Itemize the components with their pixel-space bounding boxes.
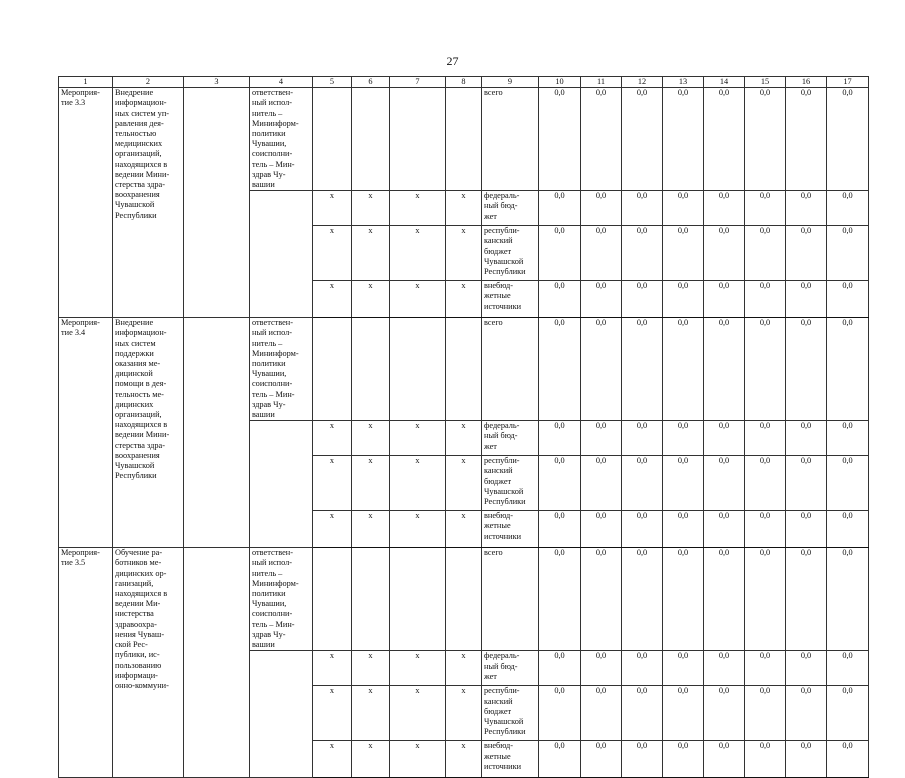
amount-cell: 0,0 — [581, 226, 622, 281]
amount-cell: 0,0 — [663, 88, 704, 191]
amount-cell: 0,0 — [581, 741, 622, 778]
amount-cell: 0,0 — [745, 191, 786, 226]
amount-cell: 0,0 — [663, 686, 704, 741]
period-cell — [352, 548, 390, 651]
period-cell: x — [446, 456, 482, 511]
amount-cell: 0,0 — [581, 651, 622, 686]
amount-cell: 0,0 — [786, 191, 827, 226]
period-cell: x — [313, 421, 352, 456]
funding-source-cell: федераль- ный бюд- жет — [482, 651, 539, 686]
amount-cell: 0,0 — [663, 226, 704, 281]
period-cell: x — [352, 511, 390, 548]
table-row — [59, 88, 869, 191]
amount-cell: 0,0 — [704, 281, 745, 318]
period-cell: x — [390, 511, 446, 548]
amount-cell: 0,0 — [539, 456, 581, 511]
amount-cell: 0,0 — [622, 88, 663, 191]
period-cell: x — [390, 741, 446, 778]
amount-cell: 0,0 — [539, 88, 581, 191]
header-cell: 7 — [390, 77, 446, 88]
amount-cell: 0,0 — [539, 741, 581, 778]
amount-cell: 0,0 — [704, 226, 745, 281]
period-cell: x — [313, 226, 352, 281]
amount-cell: 0,0 — [786, 226, 827, 281]
period-cell — [446, 88, 482, 191]
measure-name-cell: Обучение ра- ботников ме- дицинских ор- ганизаций, находящихся в ведении Ми- нистерства здравоохра- нения Чуваш- ской Рес- публики, ис- пользованию информаци- онно-коммуни- — [113, 548, 184, 778]
period-cell: x — [313, 456, 352, 511]
amount-cell: 0,0 — [827, 281, 869, 318]
amount-cell: 0,0 — [581, 318, 622, 421]
period-cell: x — [446, 651, 482, 686]
amount-cell: 0,0 — [745, 88, 786, 191]
funding-table — [58, 76, 869, 778]
header-cell: 14 — [704, 77, 745, 88]
header-cell: 1 — [59, 77, 113, 88]
period-cell — [446, 548, 482, 651]
header-cell: 16 — [786, 77, 827, 88]
header-cell: 8 — [446, 77, 482, 88]
amount-cell: 0,0 — [663, 318, 704, 421]
period-cell — [352, 88, 390, 191]
period-cell — [313, 548, 352, 651]
period-cell: x — [446, 281, 482, 318]
amount-cell: 0,0 — [539, 226, 581, 281]
period-cell: x — [446, 226, 482, 281]
funding-source-cell: всего — [482, 88, 539, 191]
header-cell: 5 — [313, 77, 352, 88]
period-cell: x — [352, 281, 390, 318]
period-cell — [313, 88, 352, 191]
amount-cell: 0,0 — [827, 318, 869, 421]
amount-cell: 0,0 — [704, 741, 745, 778]
period-cell: x — [313, 686, 352, 741]
amount-cell: 0,0 — [622, 651, 663, 686]
amount-cell: 0,0 — [622, 511, 663, 548]
executor-cell — [250, 421, 313, 548]
funding-source-cell: внебюд- жетные источники — [482, 741, 539, 778]
measure-name-cell: Внедрение информацион- ных систем уп- равления дея- тельностью медицинских организаций, находящихся в ведении Мини- стерства здра- воохранения Чувашской Республики — [113, 88, 184, 318]
amount-cell: 0,0 — [827, 511, 869, 548]
amount-cell: 0,0 — [581, 281, 622, 318]
period-cell: x — [446, 191, 482, 226]
period-cell: x — [352, 191, 390, 226]
column-3-cell — [184, 88, 250, 318]
amount-cell: 0,0 — [622, 281, 663, 318]
amount-cell: 0,0 — [786, 421, 827, 456]
amount-cell: 0,0 — [786, 281, 827, 318]
amount-cell: 0,0 — [622, 686, 663, 741]
amount-cell: 0,0 — [539, 318, 581, 421]
header-cell: 10 — [539, 77, 581, 88]
amount-cell: 0,0 — [622, 318, 663, 421]
amount-cell: 0,0 — [745, 421, 786, 456]
period-cell: x — [352, 741, 390, 778]
funding-source-cell: всего — [482, 318, 539, 421]
period-cell: x — [446, 511, 482, 548]
funding-source-cell: федераль- ный бюд- жет — [482, 421, 539, 456]
page-number: 27 — [446, 54, 459, 68]
column-3-cell — [184, 318, 250, 548]
amount-cell: 0,0 — [539, 421, 581, 456]
amount-cell: 0,0 — [581, 511, 622, 548]
amount-cell: 0,0 — [704, 511, 745, 548]
amount-cell: 0,0 — [581, 421, 622, 456]
table-row — [59, 318, 869, 421]
amount-cell: 0,0 — [622, 456, 663, 511]
amount-cell: 0,0 — [745, 548, 786, 651]
period-cell — [313, 318, 352, 421]
amount-cell: 0,0 — [663, 741, 704, 778]
amount-cell: 0,0 — [539, 191, 581, 226]
period-cell: x — [390, 686, 446, 741]
amount-cell: 0,0 — [581, 88, 622, 191]
amount-cell: 0,0 — [539, 511, 581, 548]
amount-cell: 0,0 — [581, 686, 622, 741]
amount-cell: 0,0 — [622, 421, 663, 456]
amount-cell: 0,0 — [581, 548, 622, 651]
amount-cell: 0,0 — [704, 318, 745, 421]
amount-cell: 0,0 — [704, 191, 745, 226]
amount-cell: 0,0 — [745, 686, 786, 741]
header-cell: 4 — [250, 77, 313, 88]
executor-cell — [250, 651, 313, 778]
period-cell: x — [352, 456, 390, 511]
amount-cell: 0,0 — [539, 686, 581, 741]
period-cell — [390, 318, 446, 421]
measure-name-cell: Внедрение информацион- ных систем поддержки оказания ме- дицинской помощи в дея- тельность ме- дицинских организаций, находящихся в ведении Мини- стерства здра- воохранения Чувашской Республики — [113, 318, 184, 548]
funding-source-cell: федераль- ный бюд- жет — [482, 191, 539, 226]
funding-source-cell: внебюд- жетные источники — [482, 281, 539, 318]
funding-source-cell: внебюд- жетные источники — [482, 511, 539, 548]
amount-cell: 0,0 — [827, 741, 869, 778]
period-cell: x — [446, 421, 482, 456]
period-cell: x — [352, 651, 390, 686]
period-cell: x — [390, 421, 446, 456]
amount-cell: 0,0 — [663, 548, 704, 651]
period-cell: x — [390, 281, 446, 318]
header-cell: 15 — [745, 77, 786, 88]
amount-cell: 0,0 — [704, 421, 745, 456]
header-cell: 9 — [482, 77, 539, 88]
amount-cell: 0,0 — [786, 456, 827, 511]
amount-cell: 0,0 — [539, 281, 581, 318]
amount-cell: 0,0 — [745, 651, 786, 686]
amount-cell: 0,0 — [622, 548, 663, 651]
amount-cell: 0,0 — [786, 686, 827, 741]
period-cell: x — [446, 741, 482, 778]
amount-cell: 0,0 — [704, 548, 745, 651]
amount-cell: 0,0 — [704, 651, 745, 686]
executor-cell: ответствен- ный испол- нитель – Мининформ- политики Чувашии, соисполни- тель – Мин- здрав Чу- вашии — [250, 318, 313, 421]
amount-cell: 0,0 — [827, 456, 869, 511]
period-cell: x — [390, 191, 446, 226]
header-cell: 12 — [622, 77, 663, 88]
amount-cell: 0,0 — [663, 421, 704, 456]
header-cell: 6 — [352, 77, 390, 88]
period-cell: x — [390, 456, 446, 511]
executor-cell: ответствен- ный испол- нитель – Мининформ- политики Чувашии, соисполни- тель – Мин- здрав Чу- вашии — [250, 548, 313, 651]
table-row — [59, 548, 869, 651]
amount-cell: 0,0 — [745, 281, 786, 318]
amount-cell: 0,0 — [663, 456, 704, 511]
header-cell: 13 — [663, 77, 704, 88]
period-cell: x — [352, 226, 390, 281]
amount-cell: 0,0 — [786, 548, 827, 651]
amount-cell: 0,0 — [745, 226, 786, 281]
amount-cell: 0,0 — [663, 191, 704, 226]
measure-id-cell: Мероприя- тие 3.5 — [59, 548, 113, 778]
header-cell: 11 — [581, 77, 622, 88]
amount-cell: 0,0 — [786, 88, 827, 191]
measure-id-cell: Мероприя- тие 3.3 — [59, 88, 113, 318]
amount-cell: 0,0 — [827, 88, 869, 191]
amount-cell: 0,0 — [704, 88, 745, 191]
amount-cell: 0,0 — [745, 511, 786, 548]
header-cell: 2 — [113, 77, 184, 88]
amount-cell: 0,0 — [745, 456, 786, 511]
period-cell: x — [390, 651, 446, 686]
amount-cell: 0,0 — [622, 226, 663, 281]
amount-cell: 0,0 — [704, 686, 745, 741]
period-cell — [390, 88, 446, 191]
amount-cell: 0,0 — [786, 318, 827, 421]
period-cell: x — [313, 511, 352, 548]
amount-cell: 0,0 — [581, 191, 622, 226]
amount-cell: 0,0 — [663, 511, 704, 548]
amount-cell: 0,0 — [827, 651, 869, 686]
amount-cell: 0,0 — [663, 651, 704, 686]
header-cell: 17 — [827, 77, 869, 88]
funding-source-cell: республи- канский бюджет Чувашской Республики — [482, 686, 539, 741]
amount-cell: 0,0 — [786, 511, 827, 548]
period-cell: x — [446, 686, 482, 741]
period-cell: x — [313, 281, 352, 318]
period-cell: x — [390, 226, 446, 281]
amount-cell: 0,0 — [745, 741, 786, 778]
period-cell: x — [352, 686, 390, 741]
header-cell: 3 — [184, 77, 250, 88]
period-cell: x — [352, 421, 390, 456]
amount-cell: 0,0 — [704, 456, 745, 511]
period-cell — [390, 548, 446, 651]
amount-cell: 0,0 — [786, 741, 827, 778]
amount-cell: 0,0 — [827, 421, 869, 456]
amount-cell: 0,0 — [622, 741, 663, 778]
amount-cell: 0,0 — [745, 318, 786, 421]
period-cell: x — [313, 191, 352, 226]
executor-cell: ответствен- ный испол- нитель – Мининформ- политики Чувашии, соисполни- тель – Мин- здрав Чу- вашии — [250, 88, 313, 191]
funding-source-cell: республи- канский бюджет Чувашской Республики — [482, 226, 539, 281]
amount-cell: 0,0 — [539, 651, 581, 686]
period-cell: x — [313, 741, 352, 778]
funding-source-cell: всего — [482, 548, 539, 651]
funding-source-cell: республи- канский бюджет Чувашской Республики — [482, 456, 539, 511]
executor-cell — [250, 191, 313, 318]
period-cell — [352, 318, 390, 421]
amount-cell: 0,0 — [581, 456, 622, 511]
amount-cell: 0,0 — [663, 281, 704, 318]
amount-cell: 0,0 — [827, 226, 869, 281]
header-row — [59, 77, 869, 88]
amount-cell: 0,0 — [539, 548, 581, 651]
amount-cell: 0,0 — [827, 191, 869, 226]
amount-cell: 0,0 — [786, 651, 827, 686]
period-cell — [446, 318, 482, 421]
amount-cell: 0,0 — [827, 548, 869, 651]
measure-id-cell: Мероприя- тие 3.4 — [59, 318, 113, 548]
amount-cell: 0,0 — [827, 686, 869, 741]
amount-cell: 0,0 — [622, 191, 663, 226]
column-3-cell — [184, 548, 250, 778]
period-cell: x — [313, 651, 352, 686]
